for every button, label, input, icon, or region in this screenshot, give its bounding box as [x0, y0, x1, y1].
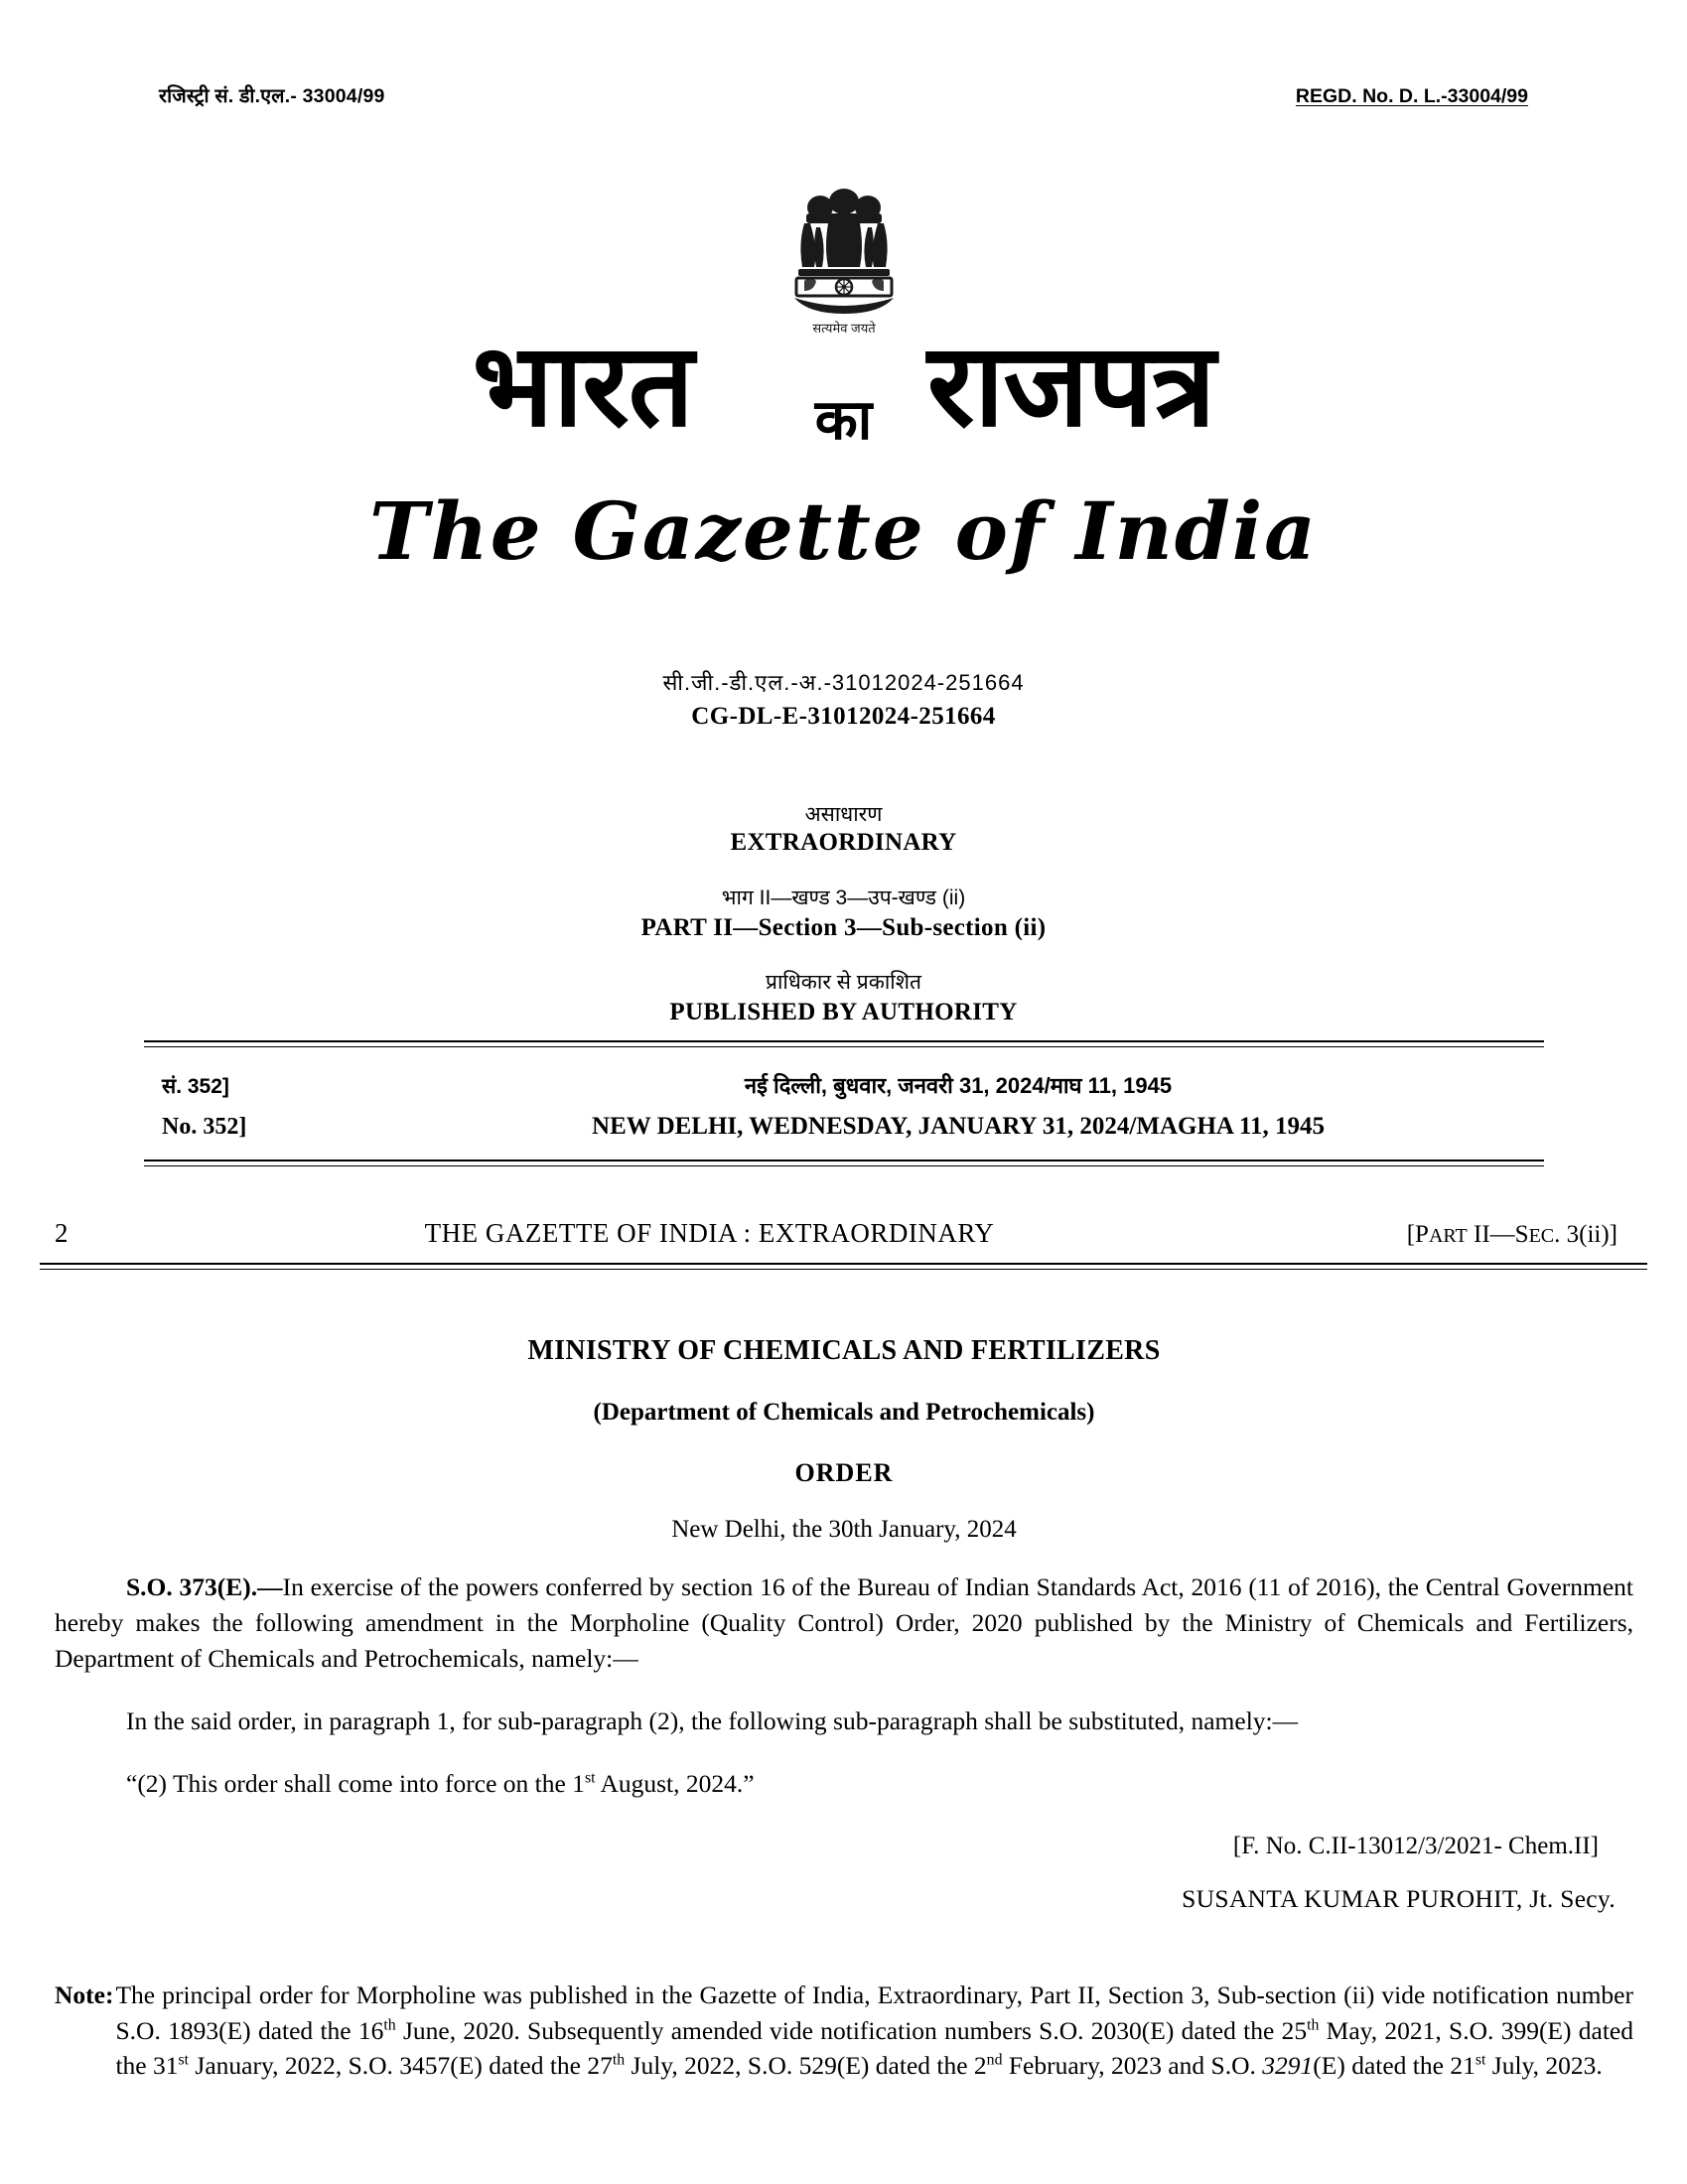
registry-number-english: REGD. No. D. L.-33004/99 [1295, 85, 1528, 107]
section-smallcaps-1: ART [1428, 1225, 1468, 1247]
running-head-rule-1 [40, 1263, 1647, 1265]
issue-row-hindi [144, 1070, 1544, 1100]
masthead-hindi-word2: राजपत्र [926, 321, 1215, 450]
note-t2: June, 2020. Subsequently amended vide notification numbers S.O. 2030(E) dated the 25 [395, 2015, 1308, 2045]
quoted-ordinal-suffix: st [584, 1769, 596, 1787]
so-number: S.O. 373(E).— [126, 1572, 283, 1601]
order-paragraph-2: In the said order, in paragraph 1, for sub-paragraph (2), the following sub-paragraph shall be substituted, namely:— [126, 1706, 1299, 1735]
extraordinary-hindi: असाधारण [804, 803, 883, 826]
ministry-heading: MINISTRY OF CHEMICALS AND FERTILIZERS [527, 1335, 1161, 1366]
note-t3: May, 2021, S.O. 399(E) dated the 31 [115, 2015, 1634, 2081]
running-head-section [1320, 1221, 1647, 1249]
authority-hindi: प्राधिकार से प्रकाशित [766, 971, 921, 994]
running-head [40, 1218, 1647, 1249]
note-t8: July, 2023. [1485, 2051, 1603, 2081]
note-t6: February, 2023 and S.O. [1002, 2051, 1263, 2081]
section-smallcaps-2: EC [1528, 1225, 1555, 1247]
part-hindi: भाग II—खण्ड 3—उप-खण्ड (ii) [721, 887, 966, 909]
note-t5: July, 2022, S.O. 529(E) dated the 2 [625, 2051, 987, 2081]
issue-date-english: NEW DELHI, WEDNESDAY, JANUARY 31, 2024/MAGHA 11, 1945 [592, 1113, 1325, 1140]
extraordinary-english: EXTRAORDINARY [730, 829, 957, 856]
issue-date-hindi: नई दिल्ली, बुधवार, जनवरी 31, 2024/माघ 11, 1945 [744, 1073, 1173, 1098]
note-s1: th [383, 2016, 396, 2033]
file-number: [F. No. C.II-13012/3/2021- Chem.II] [1232, 1832, 1599, 1859]
registry-row [159, 81, 1528, 108]
issue-rule-bottom-1 [144, 1160, 1544, 1161]
issue-rule-top-1 [144, 1040, 1544, 1042]
issue-number-hindi: सं. 352] [162, 1075, 229, 1098]
quoted-text-pre: “(2) This order shall come into force on the 1 [126, 1768, 585, 1798]
running-head-title: THE GAZETTE OF INDIA : EXTRAORDINARY [424, 1218, 995, 1248]
document-body [55, 1310, 1633, 2084]
department-heading: (Department of Chemicals and Petrochemicals) [593, 1399, 1095, 1426]
note-block [55, 1978, 1633, 2084]
running-head-rule-2 [40, 1269, 1647, 1270]
note-t1: The principal order for Morpholine was published in the Gazette of India, Extraordinary, Part II, Section 3, Sub-section (ii) vide notification number S.O. 1893(E) dated the 16 [115, 1979, 1633, 2045]
order-date-line: New Delhi, the 30th January, 2024 [671, 1516, 1017, 1543]
order-heading: ORDER [794, 1458, 894, 1487]
note-label: Note: [55, 1979, 114, 2009]
part-english: PART II—Section 3—Sub-section (ii) [640, 914, 1047, 941]
note-s3: st [178, 2051, 190, 2069]
issue-rule-bottom-2 [144, 1165, 1544, 1166]
substituted-subparagraph [55, 1769, 1633, 1799]
note-s6: st [1475, 2051, 1486, 2069]
page-number: 2 [55, 1218, 69, 1248]
issue-rule-top-2 [144, 1046, 1544, 1047]
section-bracket: [P [1406, 1221, 1429, 1248]
cgdl-code-english: CG-DL-E-31012024-251664 [691, 703, 996, 730]
order-paragraph-1 [55, 1570, 1633, 1678]
masthead-hindi-word1: भारत [472, 321, 693, 450]
issue-row-english [144, 1113, 1544, 1141]
note-s5: nd [986, 2051, 1003, 2069]
svg-text:सत्यमेव जयते: सत्यमेव जयते [811, 321, 876, 336]
registry-number-hindi: रजिस्ट्री सं. डी.एल.- 33004/99 [159, 85, 385, 107]
note-text [115, 1978, 1633, 2084]
note-t7: (E) dated the 21 [1313, 2051, 1476, 2081]
section-mid: II—S [1467, 1221, 1529, 1248]
quoted-text-post: August, 2024.” [595, 1768, 755, 1798]
authority-english: PUBLISHED BY AUTHORITY [669, 999, 1018, 1025]
section-end: . 3(ii)] [1554, 1221, 1617, 1248]
masthead-english: The Gazette of India [369, 484, 1318, 578]
note-t4: January, 2022, S.O. 3457(E) dated the 27 [189, 2051, 613, 2081]
note-s4: th [612, 2051, 626, 2069]
masthead-hindi-ka: का [814, 388, 873, 451]
note-s2: th [1307, 2016, 1320, 2033]
issue-number-english: No. 352] [162, 1114, 247, 1140]
cgdl-code-hindi: सी.जी.-डी.एल.-अ.-31012024-251664 [662, 670, 1025, 695]
order-paragraph-1-text: In exercise of the powers conferred by section 16 of the Bureau of Indian Standards Act, 2016 (11 of 2016), the Central Government hereby makes the following amendment in the Morpholine (Quality Control) Order, 2020 published by the Ministry of Chemicals and Fertilizers, Department of Chemicals and Petrochemicals, namely:— [55, 1572, 1634, 1674]
note-italic-number: 3291 [1262, 2051, 1314, 2081]
signatory: SUSANTA KUMAR PUROHIT, Jt. Secy. [1182, 1883, 1616, 1913]
